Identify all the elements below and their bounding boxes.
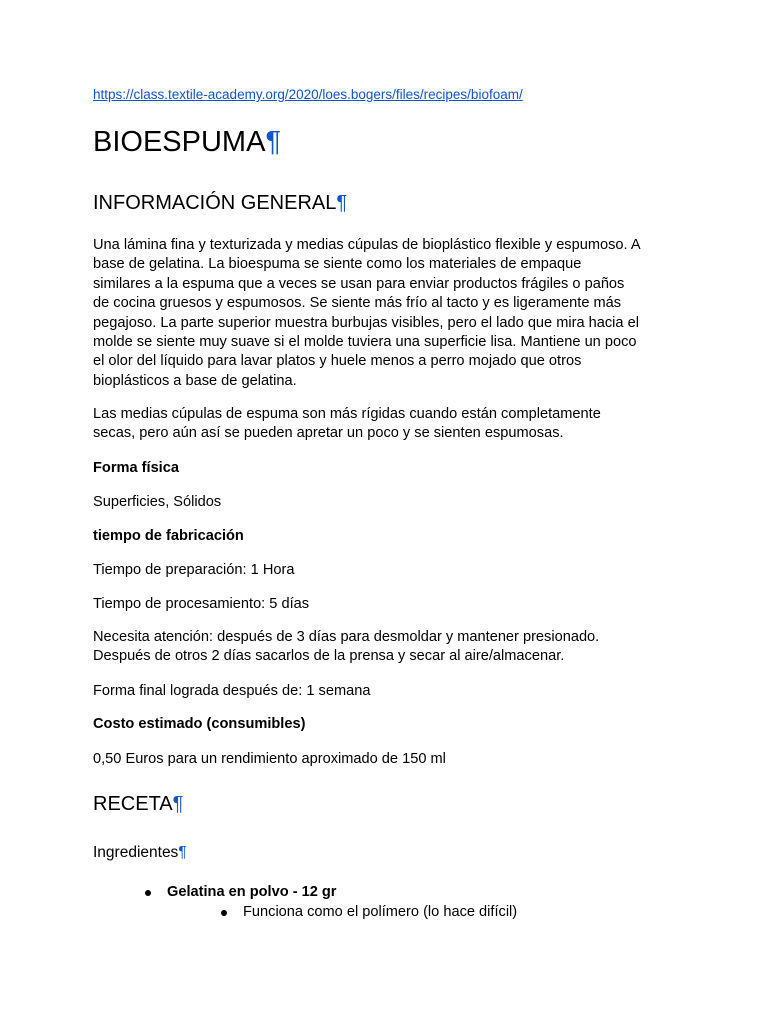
- attention-line: Después de otros 2 días sacarlos de la prensa y secar al aire/almacenar.: [93, 648, 565, 665]
- ingredient-note: Funciona como el polímero (lo hace difícil): [243, 904, 518, 920]
- attention-line: Necesita atención: después de 3 días para desmoldar y mantener presionado.: [93, 629, 600, 645]
- section-heading-general: [93, 190, 347, 216]
- final-form: Forma final lograda después de: 1 semana: [93, 683, 371, 699]
- bullet-dot-icon: [221, 910, 227, 916]
- title-text: BIOESPUMA: [93, 126, 266, 158]
- physical-form-value: Superficies, Sólidos: [93, 494, 222, 510]
- description-line: bioplásticos a base de gelatina.: [93, 372, 297, 389]
- source-link[interactable]: https://class.textile-academy.org/2020/loes.bogers/files/recipes/biofoam/: [93, 87, 523, 102]
- description-line: base de gelatina. La bioespuma se siente como los materiales de empaque: [93, 256, 582, 273]
- description-line: pegajoso. La parte superior muestra burbujas visibles, pero el lado que mira hacia el: [93, 314, 639, 331]
- ingredients-heading-text: Ingredientes: [93, 844, 179, 861]
- processing-time: Tiempo de procesamiento: 5 días: [93, 596, 310, 612]
- ingredient-item: [167, 883, 337, 902]
- ingredients-pilcrow-anchor[interactable]: ¶: [178, 844, 187, 861]
- cost-label: Costo estimado (consumibles): [93, 716, 306, 732]
- ingredient-name: Gelatina en polvo - 12 gr: [167, 884, 337, 900]
- domes-line: Las medias cúpulas de espuma son más rígidas cuando están completamente: [93, 406, 601, 422]
- ingredient-note-item: [243, 903, 517, 922]
- page-title: [93, 124, 281, 160]
- description-paragraph: [93, 236, 685, 391]
- section-recipe-pilcrow-anchor[interactable]: ¶: [172, 793, 184, 815]
- description-line: molde se siente muy suave si el molde tuviera una superficie lisa. Mantiene un poco: [93, 334, 637, 351]
- cost-value: 0,50 Euros para un rendimiento aproximado de 150 ml: [93, 751, 446, 767]
- description-line: el olor del líquido para lavar platos y huele menos a perro mojado que otros: [93, 353, 582, 370]
- title-pilcrow-anchor[interactable]: ¶: [265, 126, 282, 158]
- section-general-pilcrow-anchor[interactable]: ¶: [336, 192, 348, 214]
- section-recipe-text: RECETA: [93, 793, 173, 815]
- attention-paragraph: [93, 628, 685, 667]
- description-line: Una lámina fina y texturizada y medias cúpulas de bioplástico flexible y espumoso. A: [93, 237, 641, 253]
- ingredients-heading: [93, 843, 187, 863]
- physical-form-label: Forma física: [93, 460, 179, 476]
- section-heading-recipe: [93, 791, 183, 817]
- domes-line: secas, pero aún así se pueden apretar un poco y se sienten espumosas.: [93, 425, 564, 442]
- prep-time: Tiempo de preparación: 1 Hora: [93, 562, 295, 578]
- description-line: de cocina gruesos y espumosos. Se siente más frío al tacto y es ligeramente más: [93, 295, 622, 312]
- section-general-text: INFORMACIÓN GENERAL: [93, 192, 337, 214]
- bullet-dot-icon: [145, 890, 151, 896]
- domes-paragraph: [93, 405, 685, 444]
- fabrication-time-label: tiempo de fabricación: [93, 528, 244, 544]
- description-line: similares a la espuma que a veces se usan para enviar productos frágiles o paños: [93, 275, 625, 292]
